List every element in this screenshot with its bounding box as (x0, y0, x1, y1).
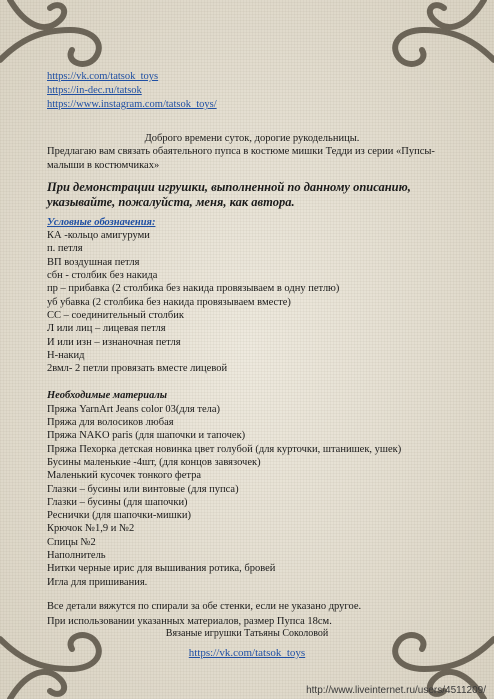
author-note: При демонстрации игрушки, выполненной по данному описанию, указывайте, пожалуйста, меня, как автора. (47, 179, 411, 209)
watermark-url: http://www.liveinternet.ru/users/4511209/ (306, 685, 486, 696)
greeting: Доброго времени суток, дорогие рукодельницы. (144, 133, 360, 144)
instagram-link[interactable]: https://www.instagram.com/tatsok_toys/ (47, 99, 217, 110)
list-item: пр – прибавка (2 столбика без накида провязываем в одну петлю) (47, 283, 340, 295)
list-item: Н-накид (47, 349, 85, 361)
document-body (47, 70, 457, 629)
materials-title: Необходимые материалы (47, 390, 168, 402)
list-item: Крючок №1,9 и №2 (47, 523, 135, 535)
list-item: п. петля (47, 243, 83, 255)
list-item: 2вмл- 2 петли провязать вместе лицевой (47, 363, 228, 375)
materials-list (47, 403, 457, 589)
list-item: Маленький кусочек тонкого фетра (47, 470, 202, 482)
list-item: Л или лиц – лицевая петля (47, 323, 166, 335)
list-item: КА -кольцо амигуруми (47, 230, 150, 242)
in-dec-link[interactable]: https://in-dec.ru/tatsok (47, 85, 142, 96)
list-item: Бусины маленькие -4шт, (для концов завязочек) (47, 456, 261, 468)
list-item: Пряжа YarnArt Jeans color 03(для тела) (47, 403, 221, 415)
list-item: Пряжа для волосиков любая (47, 417, 174, 429)
intro-block (47, 132, 457, 172)
note-line: При использовании указанных материалов, размер Пупса 18см. (47, 615, 332, 627)
legend-list (47, 229, 457, 375)
list-item: СС – соединительный столбик (47, 309, 184, 321)
list-item: сбн - столбик без накида (47, 270, 158, 282)
list-item: ВП воздушная петля (47, 256, 140, 268)
footer-caption: Вязаные игрушки Татьяны Соколовой (165, 628, 329, 639)
list-item: Глазки – бусины (для шапочки) (47, 496, 188, 508)
list-item: уб убавка (2 столбика без накида провязываем вместе) (47, 296, 291, 308)
list-item: Спицы №2 (47, 536, 96, 548)
list-item: Наполнитель (47, 550, 106, 562)
note-line: Все детали вяжутся по спирали за обе стенки, если не указано другое. (47, 600, 362, 612)
list-item: И или изн – изнаночная петля (47, 336, 181, 348)
list-item: Реснички (для шапочки-мишки) (47, 510, 191, 522)
notes-block (47, 599, 457, 629)
list-item: Пряжа Пехорка детская новинка цвет голубой (для курточки, штанишек, ушек) (47, 443, 402, 455)
intro-text: Предлагаю вам связать обаятельного пупса в костюме мишки Тедди из серии «Пупсы-малыши в костюмчиках» (47, 146, 435, 171)
list-item: Игла для пришивания. (47, 576, 148, 588)
list-item: Глазки – бусины или винтовые (для пупса) (47, 483, 239, 495)
vk-link[interactable]: https://vk.com/tatsok_toys (47, 71, 159, 82)
list-item: Пряжа NAKO paris (для шапочки и тапочек) (47, 430, 246, 442)
footer-vk-link[interactable]: https://vk.com/tatsok_toys (188, 647, 306, 659)
legend-title: Условные обозначения: (47, 216, 156, 228)
list-item: Нитки черные ирис для вышивания ротика, бровей (47, 563, 276, 575)
link-list (47, 70, 457, 112)
